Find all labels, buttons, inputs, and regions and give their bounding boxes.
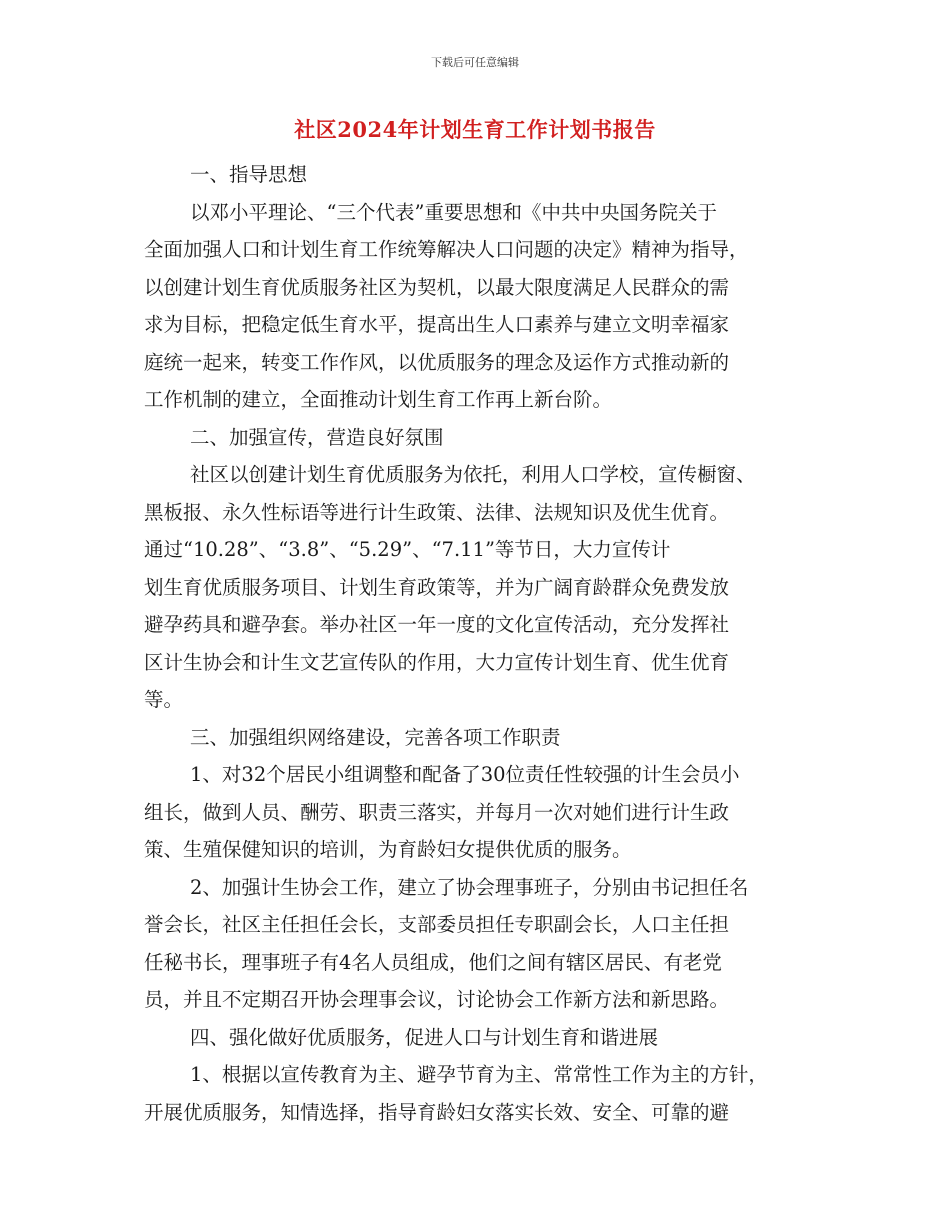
document-title: 社区2024年计划生育工作计划书报告 xyxy=(294,117,656,142)
paragraph-line: 1、根据以宣传教育为主、避孕节育为主、常常性工作为主的方针， xyxy=(190,1063,768,1086)
paragraph-line: 求为目标，把稳定低生育水平，提高出生人口素养与建立文明幸福家 xyxy=(144,313,730,336)
paragraph-line: 员，并且不定期召开协会理事会议，讨论协会工作新方法和新思路。 xyxy=(144,988,730,1011)
paragraph-line: 黑板报、永久性标语等进行计生政策、法律、法规知识及优生优育。 xyxy=(144,500,730,524)
paragraph-line: 避孕药具和避孕套。举办社区一年一度的文化宣传活动，充分发挥社 xyxy=(144,613,730,636)
paragraph-line: 四、强化做好优质服务，促进人口与计划生育和谐进展 xyxy=(190,1025,659,1049)
paragraph-line: 策、生殖保健知识的培训，为育龄妇女提供优质的服务。 xyxy=(144,838,632,861)
paragraph-line: 三、加强组织网络建设，完善各项工作职责 xyxy=(190,725,561,749)
paragraph-line: 工作机制的建立，全面推动计划生育工作再上新台阶。 xyxy=(144,388,613,411)
paragraph-line: 通过“10.28”、“3.8”、“5.29”、“7.11”等节日，大力宣传计 xyxy=(144,538,671,561)
paragraph-line: 等。 xyxy=(144,688,184,711)
paragraph-line: 开展优质服务，知情选择，指导育龄妇女落实长效、安全、可靠的避 xyxy=(144,1100,730,1124)
paragraph-line: 庭统一起来，转变工作作风，以优质服务的理念及运作方式推动新的 xyxy=(144,350,730,374)
paragraph-line: 以创建计划生育优质服务社区为契机，以最大限度满足人民群众的需 xyxy=(144,275,730,299)
paragraph-line: 任秘书长，理事班子有4名人员组成，他们之间有辖区居民、有老党 xyxy=(144,950,722,974)
paragraph-line: 组长，做到人员、酬劳、职责三落实，并每月一次对她们进行计生政 xyxy=(144,800,730,824)
header-note: 下载后可任意编辑 xyxy=(431,56,519,69)
paragraph-line: 一、指导思想 xyxy=(190,163,308,186)
paragraph-line: 以邓小平理论、“三个代表”重要思想和《中共中央国务院关于 xyxy=(190,200,717,224)
paragraph-line: 区计生协会和计生文艺宣传队的作用，大力宣传计划生育、优生优育 xyxy=(144,650,730,674)
paragraph-line: 划生育优质服务项目、计划生育政策等，并为广阔育龄群众免费发放 xyxy=(144,575,730,599)
paragraph-line: 二、加强宣传，营造良好氛围 xyxy=(190,425,444,449)
paragraph-line: 2、加强计生协会工作，建立了协会理事班子，分别由书记担任名 xyxy=(190,875,749,899)
paragraph-line: 社区以创建计划生育优质服务为依托，利用人口学校，宣传橱窗、 xyxy=(190,463,756,486)
paragraph-line: 誉会长，社区主任担任会长，支部委员担任专职副会长，人口主任担 xyxy=(144,913,730,936)
paragraph-line: 1、对32个居民小组调整和配备了30位责任性较强的计生会员小 xyxy=(190,763,740,786)
paragraph-line: 全面加强人口和计划生育工作统筹解决人口问题的决定》精神为指导， xyxy=(144,238,749,261)
